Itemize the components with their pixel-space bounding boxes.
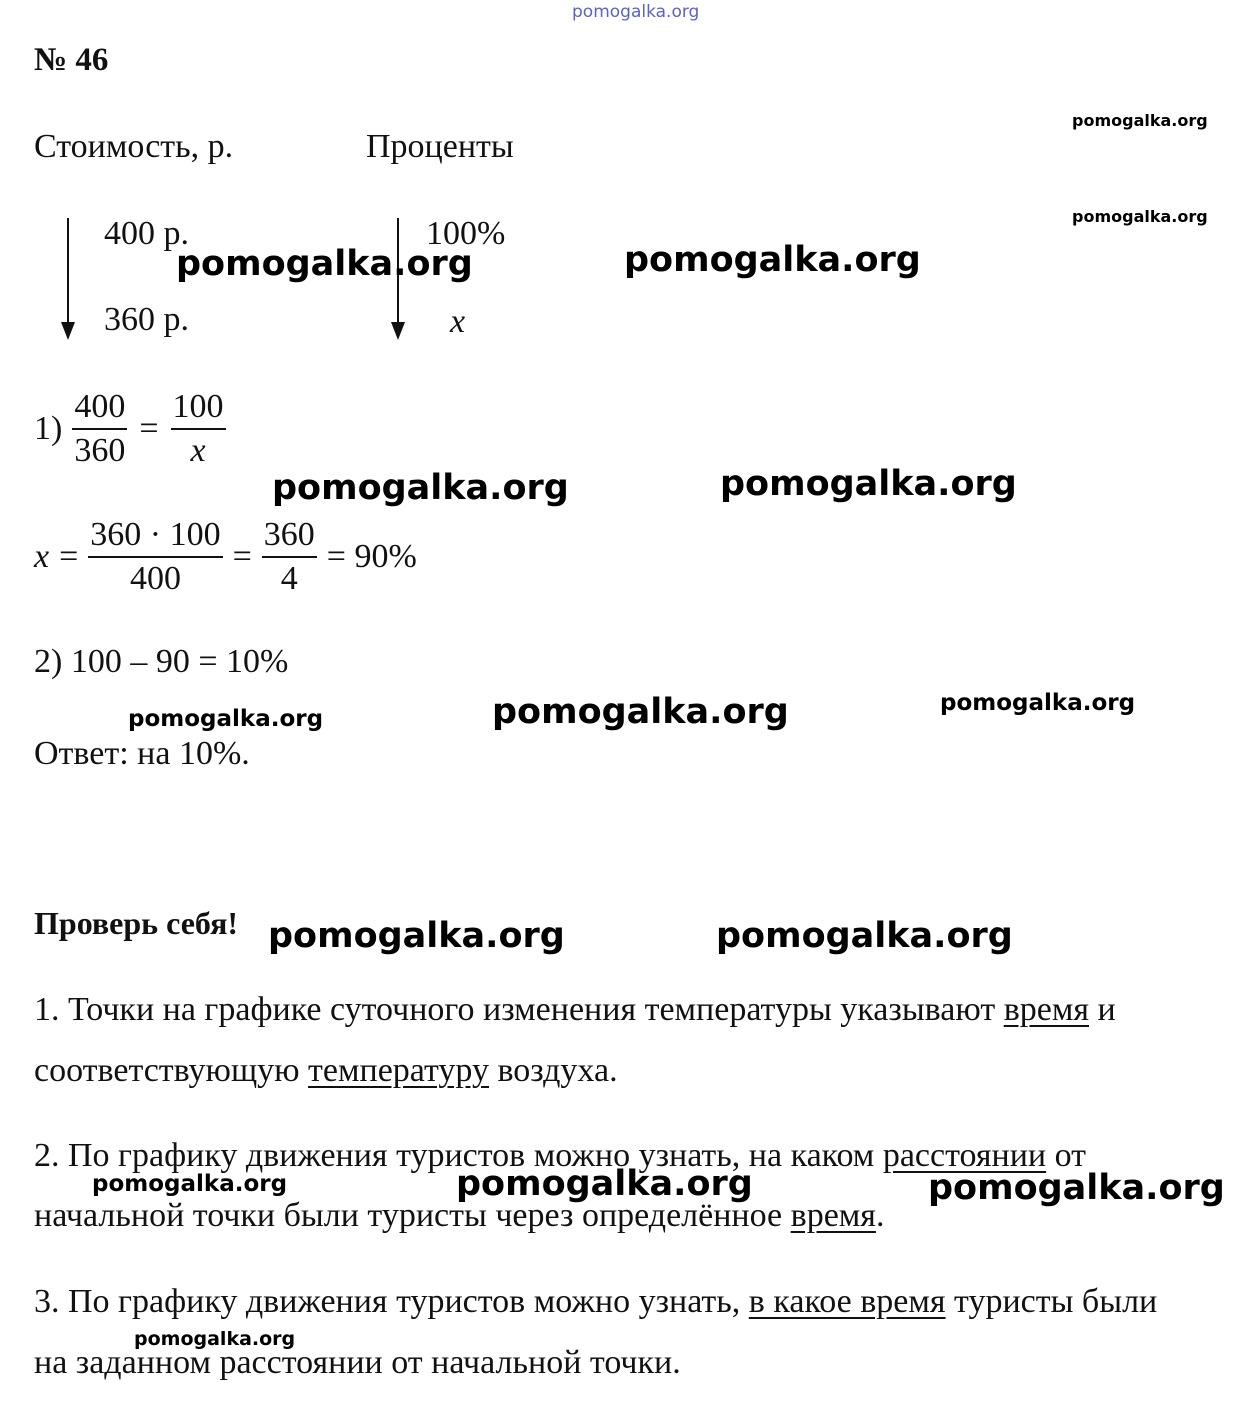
watermark: pomogalka.org (268, 916, 565, 956)
percent-bottom-value: x (450, 303, 466, 340)
item1-text: и (1089, 991, 1116, 1028)
item3-text: туристы были (945, 1283, 1158, 1320)
check-title: Проверь себя! (34, 905, 239, 941)
item1-text: 1. Точки на графике суточного изменения температуры указывают (34, 991, 1004, 1028)
fraction-numerator: 360 (262, 518, 317, 558)
x-variable: x (34, 538, 50, 575)
watermark: pomogalka.org (128, 706, 324, 732)
underlined-answer: расстоянии (882, 1137, 1047, 1174)
item2-text: начальной точки были туристы через определённое (34, 1197, 791, 1234)
cost-header: Стоимость, р. (34, 128, 234, 165)
step1-proportion (34, 390, 226, 468)
fraction-360x100-400 (88, 518, 222, 596)
underlined-answer: в какое время (748, 1283, 946, 1320)
step1-label: 1) (34, 410, 63, 447)
fraction-400-360 (72, 390, 127, 468)
item1-text: соответствующую (34, 1052, 309, 1089)
watermark: pomogalka.org (456, 1164, 753, 1204)
percent-top-value: 100% (426, 215, 506, 252)
watermark: pomogalka.org (272, 468, 569, 508)
watermark-top: pomogalka.org (572, 2, 700, 22)
watermark: pomogalka.org (624, 240, 921, 280)
percent-header: Проценты (366, 128, 514, 165)
item2-text: . (875, 1197, 885, 1234)
fraction-numerator: 360 · 100 (88, 518, 222, 558)
underlined-answer: температуру (308, 1052, 489, 1089)
cost-bottom-value: 360 р. (104, 301, 189, 338)
watermark: pomogalka.org (716, 916, 1013, 956)
item1-line2 (34, 1054, 618, 1088)
item3-text: 3. По графику движения туристов можно узнать, (34, 1283, 749, 1320)
item2-text: от (1046, 1137, 1087, 1174)
fraction-denominator: 360 (74, 432, 126, 469)
watermark: pomogalka.org (492, 692, 789, 732)
solve-x (34, 518, 417, 596)
watermark: pomogalka.org (928, 1168, 1225, 1208)
underlined-answer: время (790, 1197, 876, 1234)
item3-line1 (34, 1285, 1157, 1319)
item2-text: 2. По графику движения туристов можно узнать, на каком (34, 1137, 883, 1174)
arrow-down-icon (56, 218, 80, 342)
equals-sign: = (59, 538, 79, 575)
answer-line: Ответ: на 10%. (34, 735, 250, 772)
watermark: pomogalka.org (720, 464, 1017, 504)
step2-line: 2) 100 – 90 = 10% (34, 643, 289, 680)
fraction-100-x (171, 390, 226, 468)
watermark: pomogalka.org (1072, 111, 1208, 130)
equals-sign: = (232, 538, 252, 575)
watermark: pomogalka.org (176, 244, 473, 284)
fraction-denominator: x (190, 432, 206, 469)
fraction-numerator: 100 (171, 390, 226, 430)
item3-line2: на заданном расстоянии от начальной точки. (34, 1344, 681, 1381)
result-value: = 90% (326, 538, 417, 575)
fraction-denominator: 4 (280, 560, 298, 597)
equals-sign: = (139, 410, 159, 447)
watermark: pomogalka.org (92, 1171, 288, 1197)
watermark: pomogalka.org (1072, 207, 1208, 226)
watermark: pomogalka.org (940, 690, 1136, 716)
watermark: pomogalka.org (134, 1328, 296, 1350)
fraction-numerator: 400 (72, 390, 127, 430)
item1-line1 (34, 993, 1116, 1027)
item1-text: воздуха. (488, 1052, 618, 1089)
item2-line2 (34, 1199, 884, 1233)
task-number: № 46 (34, 42, 109, 78)
fraction-denominator: 400 (129, 560, 181, 597)
underlined-answer: время (1003, 991, 1089, 1028)
fraction-360-4 (262, 518, 317, 596)
cost-top-value: 400 р. (104, 215, 189, 252)
